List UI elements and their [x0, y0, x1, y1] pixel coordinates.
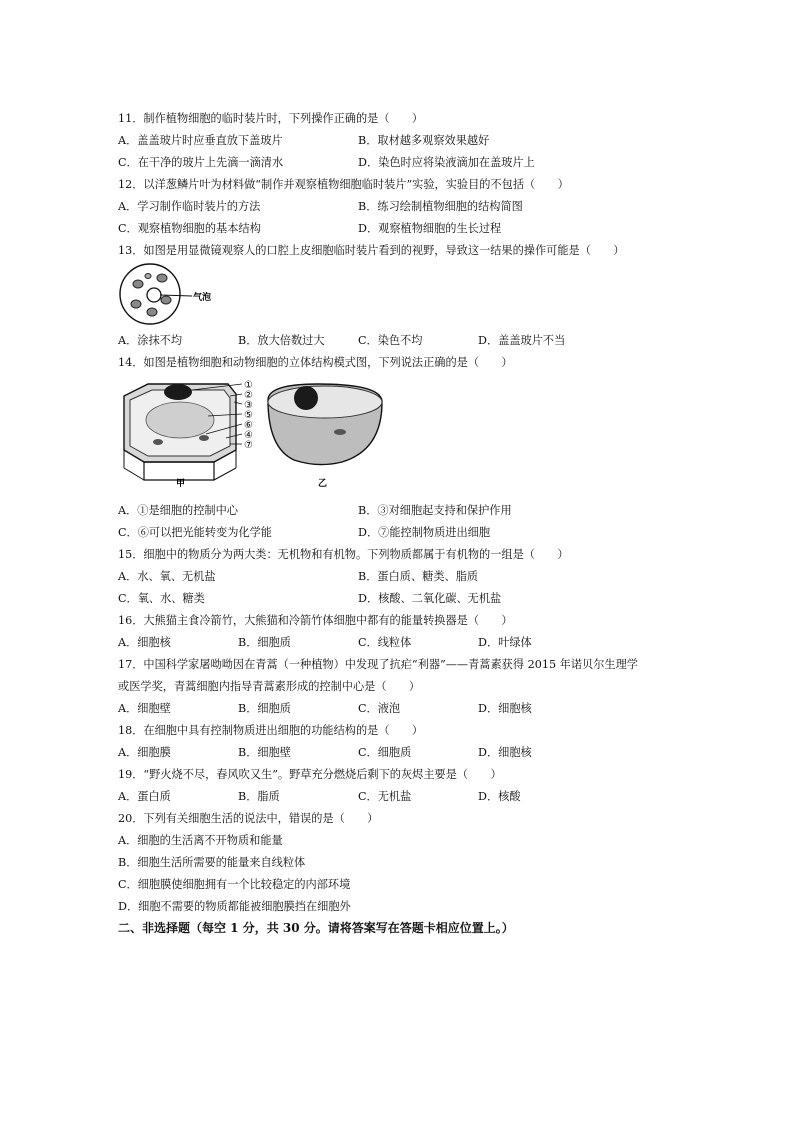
option-b: B．蛋白质、糖类、脂质 — [358, 570, 479, 583]
option-d: D．核酸 — [478, 790, 521, 803]
animal-cell — [268, 384, 382, 465]
question-15-options-row2 — [118, 590, 738, 606]
caption-plant-cell: 甲 — [176, 479, 186, 488]
option-b: B．细胞质 — [238, 702, 291, 715]
question-12-options-row1 — [118, 198, 738, 214]
question-17-options — [118, 700, 738, 716]
option-c: C．细胞质 — [358, 746, 412, 759]
nucleus — [294, 386, 318, 410]
cheek-cell — [161, 296, 171, 304]
question-12-stem: 12．以洋葱鳞片叶为材料做“制作并观察植物细胞临时装片”实验，实验目的不包括（ ） — [118, 178, 569, 191]
question-20-stem: 20．下列有关细胞生活的说法中，错误的是（ ） — [118, 812, 379, 825]
caption-animal-cell: 乙 — [318, 479, 328, 488]
option-d: D．叶绿体 — [478, 636, 532, 649]
option-a: A．水、氧、无机盐 — [118, 570, 216, 583]
question-14-options-row2 — [118, 524, 738, 540]
option-d: D．染色时应将染液滴加在盖玻片上 — [358, 156, 535, 169]
option-b: B．细胞质 — [238, 636, 291, 649]
option-c: C．染色不均 — [358, 334, 423, 347]
cheek-cell — [157, 274, 167, 282]
label-4: ④ — [244, 430, 253, 441]
option-c: C．液泡 — [358, 702, 401, 715]
question-17-stem-line2: 或医学奖，青蒿细胞内指导青蒿素形成的控制中心是（ ） — [118, 680, 421, 693]
question-17-stem-line1: 17．中国科学家屠呦呦因在青蒿（一种植物）中发现了抗疟“利器”——青蒿素获得 2015 年诺贝尔生理学 — [118, 658, 638, 671]
option-d: D．观察植物细胞的生长过程 — [358, 222, 502, 235]
cheek-cell — [147, 308, 157, 316]
question-11-options-row1 — [118, 132, 738, 148]
option-a: A．细胞膜 — [118, 746, 171, 759]
option-b: B．放大倍数过大 — [238, 334, 325, 347]
question-16-options — [118, 634, 738, 650]
option-b: B．取材越多观察效果越好 — [358, 134, 490, 147]
option-a: A．①是细胞的控制中心 — [118, 504, 238, 517]
label-3: ③ — [244, 400, 253, 411]
question-16-stem: 16．大熊猫主食冷箭竹，大熊猫和冷箭竹体细胞中都有的能量转换器是（ ） — [118, 614, 513, 627]
question-20-option-d: D．细胞不需要的物质都能被细胞膜挡在细胞外 — [118, 900, 351, 913]
option-a: A．细胞核 — [118, 636, 171, 649]
option-c: C．观察植物细胞的基本结构 — [118, 222, 261, 235]
option-b: B．③对细胞起支持和保护作用 — [358, 504, 512, 517]
question-12-options-row2 — [118, 220, 738, 236]
question-20-option-a: A．细胞的生活离不开物质和能量 — [118, 834, 283, 847]
option-c: C．⑥可以把光能转变为化学能 — [118, 526, 272, 539]
question-20-option-c: C．细胞膜使细胞拥有一个比较稳定的内部环境 — [118, 878, 351, 891]
question-13-options — [118, 332, 738, 348]
option-a: A．细胞壁 — [118, 702, 171, 715]
option-d: D．⑦能控制物质进出细胞 — [358, 526, 491, 539]
question-13-stem: 13．如图是用显微镜观察人的口腔上皮细胞临时装片看到的视野，导致这一结果的操作可能是（ ） — [118, 244, 625, 257]
air-bubble — [147, 288, 161, 302]
option-c: C．无机盐 — [358, 790, 412, 803]
nucleus — [164, 384, 192, 400]
section-2-heading: 二、非选择题（每空 1 分，共 30 分。请将答案写在答题卡相应位置上。） — [118, 921, 514, 935]
bubble-label: 气泡 — [193, 293, 212, 303]
question-14-options-row1 — [118, 502, 738, 518]
option-d: D．核酸、二氧化碳、无机盐 — [358, 592, 502, 605]
label-1: ① — [244, 380, 253, 391]
option-d: D．细胞核 — [478, 746, 532, 759]
label-6: ⑥ — [244, 420, 253, 431]
option-a: A．盖盖玻片时应垂直放下盖玻片 — [118, 134, 283, 147]
label-2: ② — [244, 390, 253, 401]
question-19-stem: 19．“野火烧不尽，春风吹又生”。野草充分燃烧后剩下的灰烬主要是（ ） — [118, 768, 502, 781]
plant-cell — [124, 384, 236, 480]
chloroplast — [199, 435, 209, 441]
option-b: B．脂质 — [238, 790, 280, 803]
option-a: A．蛋白质 — [118, 790, 171, 803]
label-5: ⑤ — [244, 410, 253, 421]
cheek-cell — [133, 280, 143, 288]
question-18-options — [118, 744, 738, 760]
question-15-stem: 15．细胞中的物质分为两大类：无机物和有机物。下列物质都属于有机物的一组是（ ） — [118, 548, 569, 561]
question-20-option-b: B．细胞生活所需要的能量来自线粒体 — [118, 856, 306, 869]
option-c: C．在干净的玻片上先滴一滴清水 — [118, 156, 284, 169]
question-19-options — [118, 788, 738, 804]
chloroplast — [153, 439, 163, 445]
cheek-cell — [145, 274, 151, 279]
vacuole — [146, 402, 214, 438]
option-d: D．盖盖玻片不当 — [478, 334, 566, 347]
question-15-options-row1 — [118, 568, 738, 584]
cell-structure-figure — [118, 376, 398, 488]
option-c: C．氧、水、糖类 — [118, 592, 205, 605]
cheek-cell — [131, 300, 141, 308]
option-b: B．细胞壁 — [238, 746, 291, 759]
question-11-stem: 11．制作植物细胞的临时装片时，下列操作正确的是（ ） — [118, 112, 424, 125]
microscope-view-figure — [118, 262, 228, 326]
mitochondrion — [334, 429, 346, 435]
option-d: D．细胞核 — [478, 702, 532, 715]
question-11-options-row2 — [118, 154, 738, 170]
option-c: C．线粒体 — [358, 636, 412, 649]
question-18-stem: 18．在细胞中具有控制物质进出细胞的功能结构的是（ ） — [118, 724, 424, 737]
option-a: A．学习制作临时装片的方法 — [118, 200, 261, 213]
label-7: ⑦ — [244, 440, 253, 451]
question-14-stem: 14．如图是植物细胞和动物细胞的立体结构模式图，下列说法正确的是（ ） — [118, 356, 513, 369]
option-a: A．涂抹不均 — [118, 334, 183, 347]
option-b: B．练习绘制植物细胞的结构简图 — [358, 200, 523, 213]
